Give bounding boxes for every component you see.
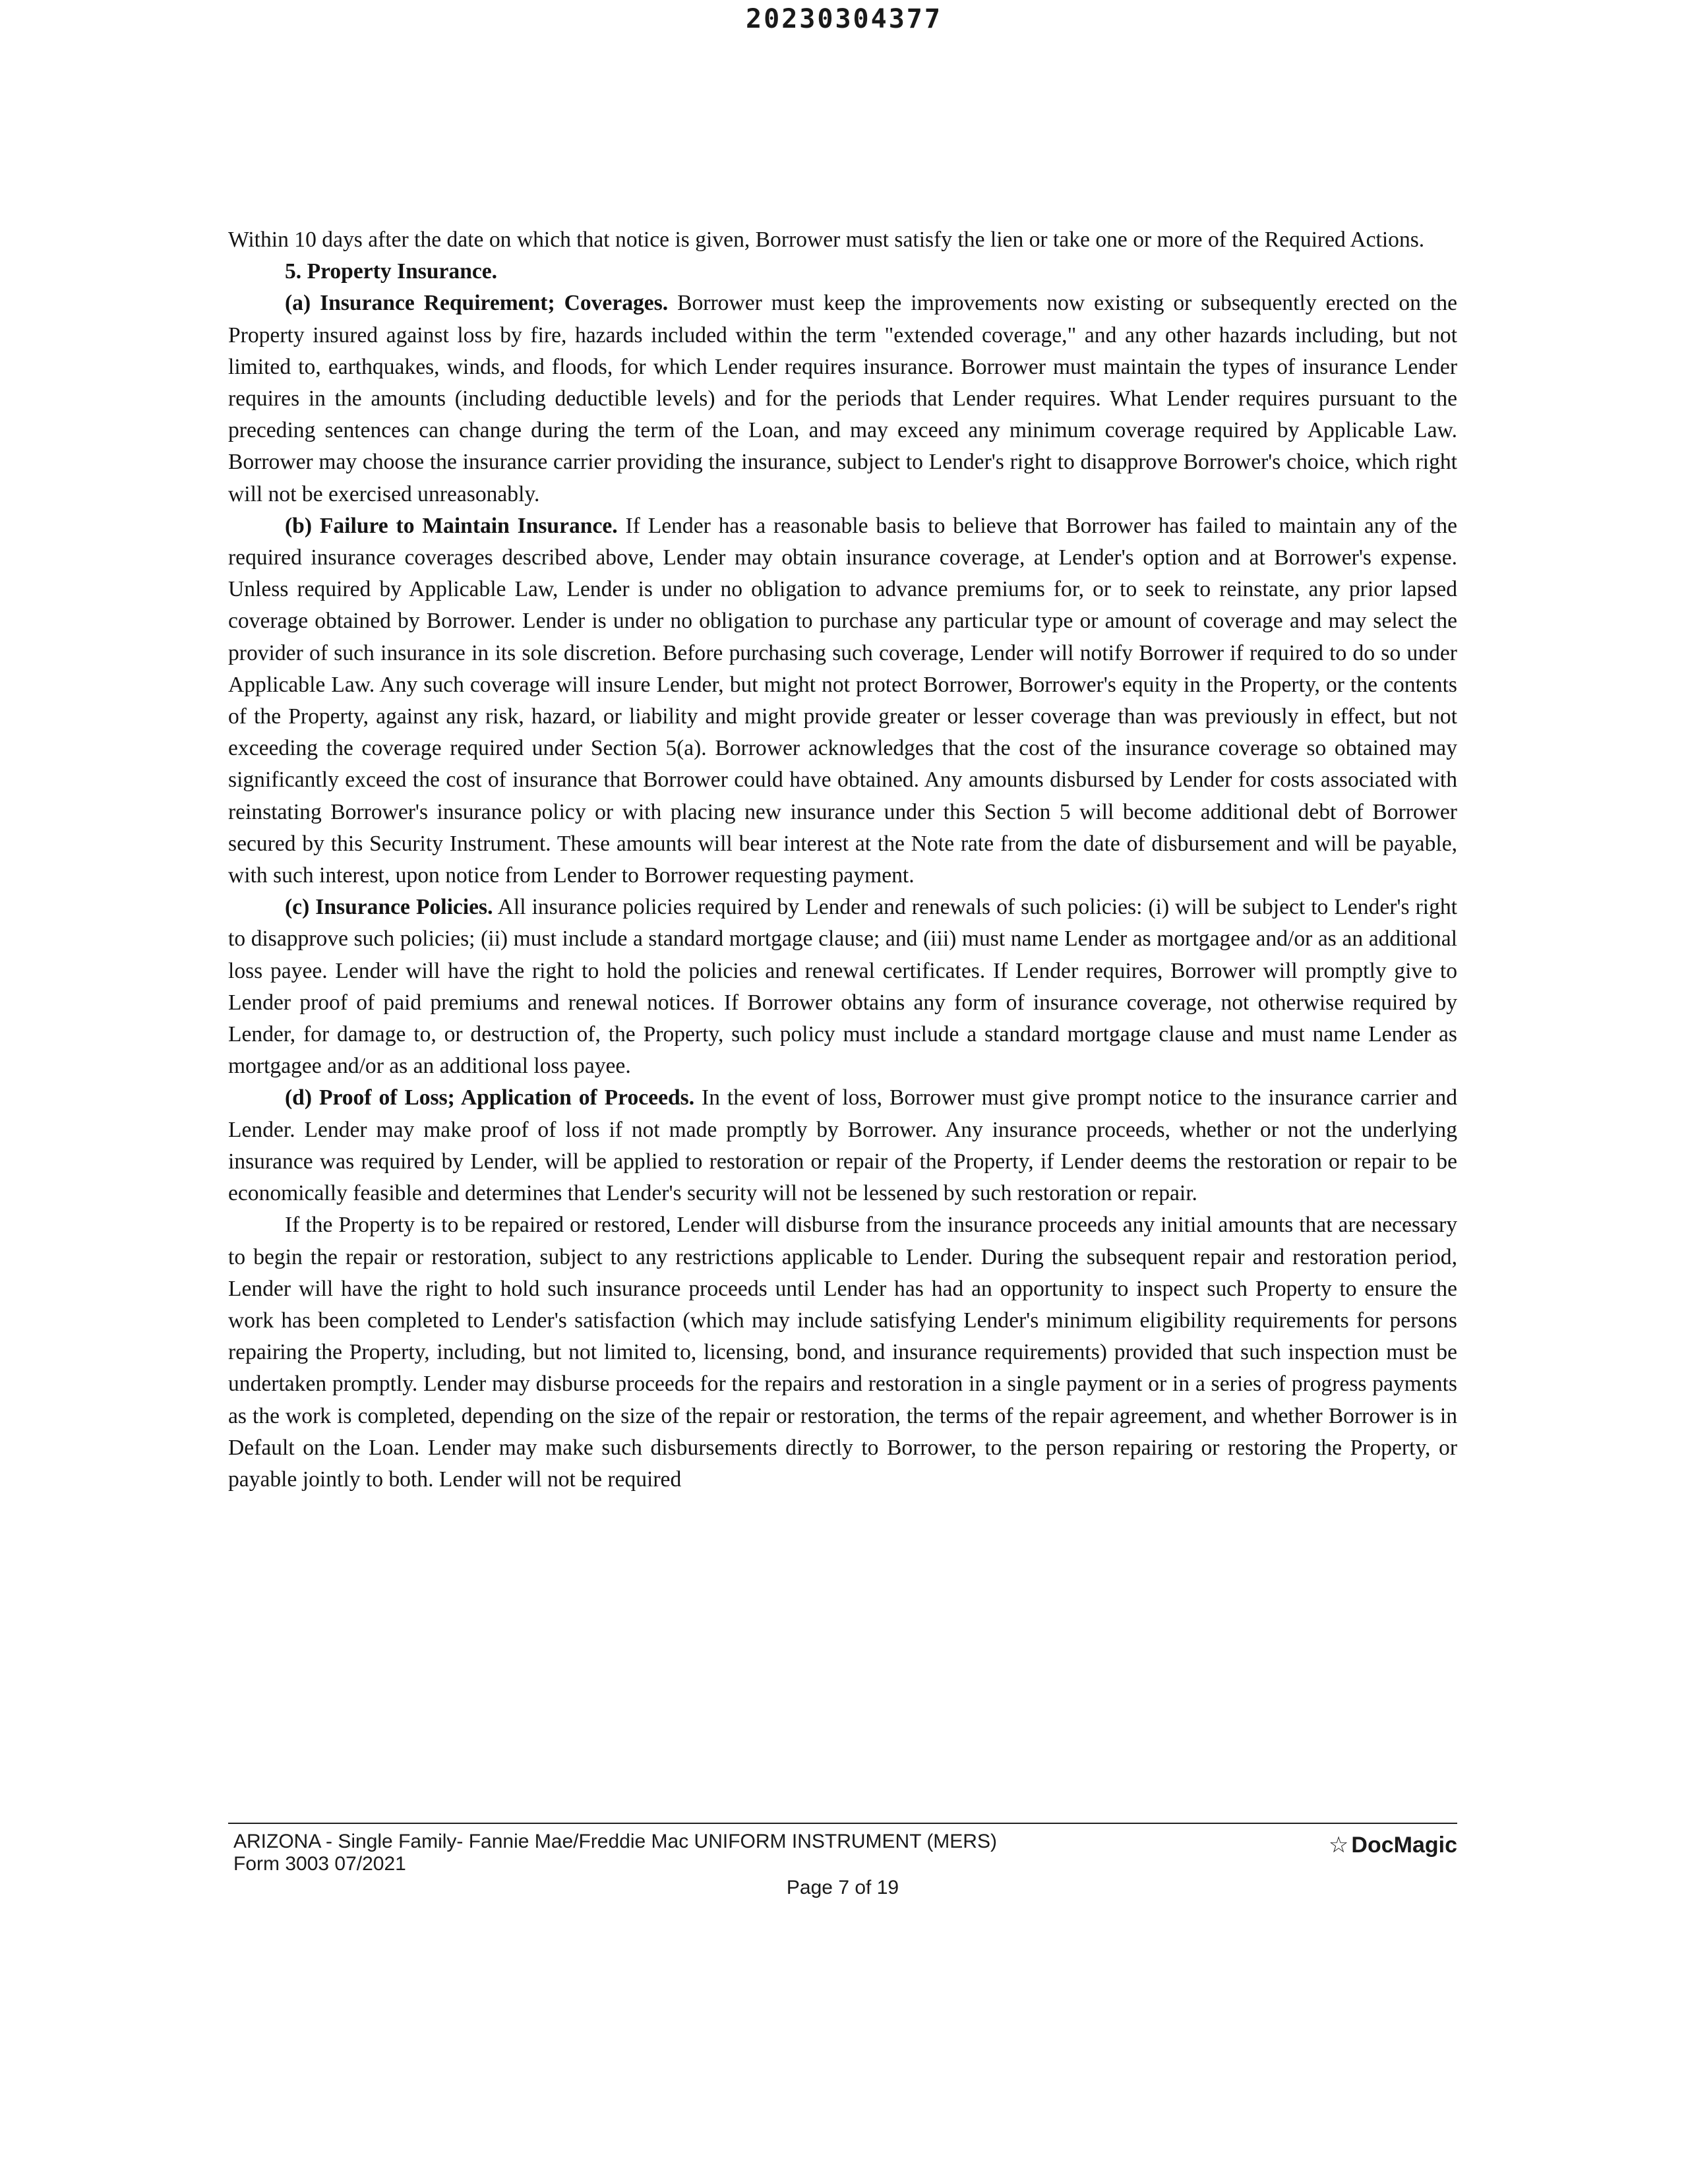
section-5c-text: All insurance policies required by Lender and renewals of such policies: (i) will be subject to Lender's right to disapprove such policies; (ii) must include a standard mortgage clause; and (iii) must name Lender as mortgagee and/or as an additional loss payee. Lender will have the right to hold the policies and renewal certificates. If Lender requires, Borrower will promptly give to Lender proof of paid premiums and renewal notices. If Borrower obtains any form of insurance coverage, not otherwise required by Lender, for damage to, or destruction of, the Property, such policy must include a standard mortgage clause and must name Lender as mortgagee and/or as an additional loss payee. bbox=[228, 895, 1457, 1079]
footer-form-number: Form 3003 07/2021 bbox=[233, 1853, 406, 1875]
section-5b-heading: (b) Failure to Maintain Insurance. bbox=[285, 513, 618, 538]
footer-brand-name: DocMagic bbox=[1351, 1833, 1457, 1858]
section-5-heading: 5. Property Insurance. bbox=[285, 259, 498, 284]
section-5a-heading: (a) Insurance Requirement; Coverages. bbox=[285, 291, 669, 316]
section-5a-paragraph bbox=[228, 288, 1457, 510]
section-5d-heading: (d) Proof of Loss; Application of Proceeds. bbox=[285, 1085, 695, 1110]
page-number: Page 7 of 19 bbox=[786, 1877, 899, 1898]
page-footer bbox=[228, 1823, 1457, 1898]
footer-brand bbox=[1329, 1832, 1457, 1858]
star-icon: ☆ bbox=[1328, 1833, 1349, 1858]
footer-form-info bbox=[233, 1831, 997, 1875]
repair-restoration-paragraph: If the Property is to be repaired or restored, Lender will disburse from the insurance proceeds any initial amounts that are necessary to begin the repair or restoration, subject to any restrictions applicable to Lender. During the subsequent repair and restoration period, Lender will have the right to hold such insurance proceeds until Lender has had an opportunity to inspect such Property to ensure the work has been completed to Lender's satisfaction (which may include satisfying Lender's minimum eligibility requirements for persons repairing the Property, including, but not limited to, licensing, bond, and insurance requirements) provided that such inspection must be undertaken promptly. Lender may disburse proceeds for the repairs and restoration in a single payment or in a series of progress payments as the work is completed, depending on the size of the repair or restoration, the terms of the repair agreement, and whether Borrower is in Default on the Loan. Lender may make such disbursements directly to Borrower, to the person repairing or restoring the Property, or payable jointly to both. Lender will not be required bbox=[228, 1213, 1457, 1492]
section-5b-text: If Lender has a reasonable basis to believe that Borrower has failed to maintain any of the required insurance coverages described above, Lender may obtain insurance coverage, at Lender's option and at Borrower's expense. Unless required by Applicable Law, Lender is under no obligation to advance premiums for, or to seek to reinstate, any prior lapsed coverage obtained by Borrower. Lender is under no obligation to purchase any particular type or amount of coverage and may select the provider of such insurance in its sole discretion. Before purchasing such coverage, Lender will notify Borrower if required to do so under Applicable Law. Any such coverage will insure Lender, but might not protect Borrower, Borrower's equity in the Property, or the contents of the Property, against any risk, hazard, or liability and might provide greater or lesser coverage than was previously in effect, but not exceeding the coverage required under Section 5(a). Borrower acknowledges that the cost of the insurance coverage so obtained may significantly exceed the cost of insurance that Borrower could have obtained. Any amounts disbursed by Lender for costs associated with reinstating Borrower's insurance policy or with placing new insurance under this Section 5 will become additional debt of Borrower secured by this Security Instrument. These amounts will bear interest at the Note rate from the date of disbursement and will be payable, with such interest, upon notice from Lender to Borrower requesting payment. bbox=[228, 513, 1457, 888]
section-5d-paragraph bbox=[228, 1082, 1457, 1209]
paragraph-continuation: Within 10 days after the date on which that notice is given, Borrower must satisfy the lien or take one or more of the Required Actions. bbox=[228, 228, 1425, 252]
section-5c-paragraph bbox=[228, 892, 1457, 1082]
document-number: 20230304377 bbox=[746, 4, 942, 34]
section-5b-paragraph bbox=[228, 510, 1457, 892]
document-body bbox=[228, 224, 1457, 1496]
footer-form-title: ARIZONA - Single Family- Fannie Mae/Freddie Mac UNIFORM INSTRUMENT (MERS) bbox=[233, 1831, 997, 1852]
section-5a-text: Borrower must keep the improvements now existing or subsequently erected on the Property insured against loss by fire, hazards included within the term "extended coverage," and any other hazards including, but not limited to, earthquakes, winds, and floods, for which Lender requires insurance. Borrower must maintain the types of insurance Lender requires in the amounts (including deductible levels) and for the periods that Lender requires. What Lender requires pursuant to the preceding sentences can change during the term of the Loan, and may exceed any minimum coverage required by Applicable Law. Borrower may choose the insurance carrier providing the insurance, subject to Lender's right to disapprove Borrower's choice, which right will not be exercised unreasonably. bbox=[228, 291, 1457, 506]
section-5d-text: In the event of loss, Borrower must give prompt notice to the insurance carrier and Lender. Lender may make proof of loss if not made promptly by Borrower. Any insurance proceeds, whether or not the underlying insurance was required by Lender, will be applied to restoration or repair of the Property, if Lender deems the restoration or repair to be economically feasible and determines that Lender's security will not be lessened by such restoration or repair. bbox=[228, 1085, 1457, 1206]
section-5c-heading: (c) Insurance Policies. bbox=[285, 895, 493, 920]
